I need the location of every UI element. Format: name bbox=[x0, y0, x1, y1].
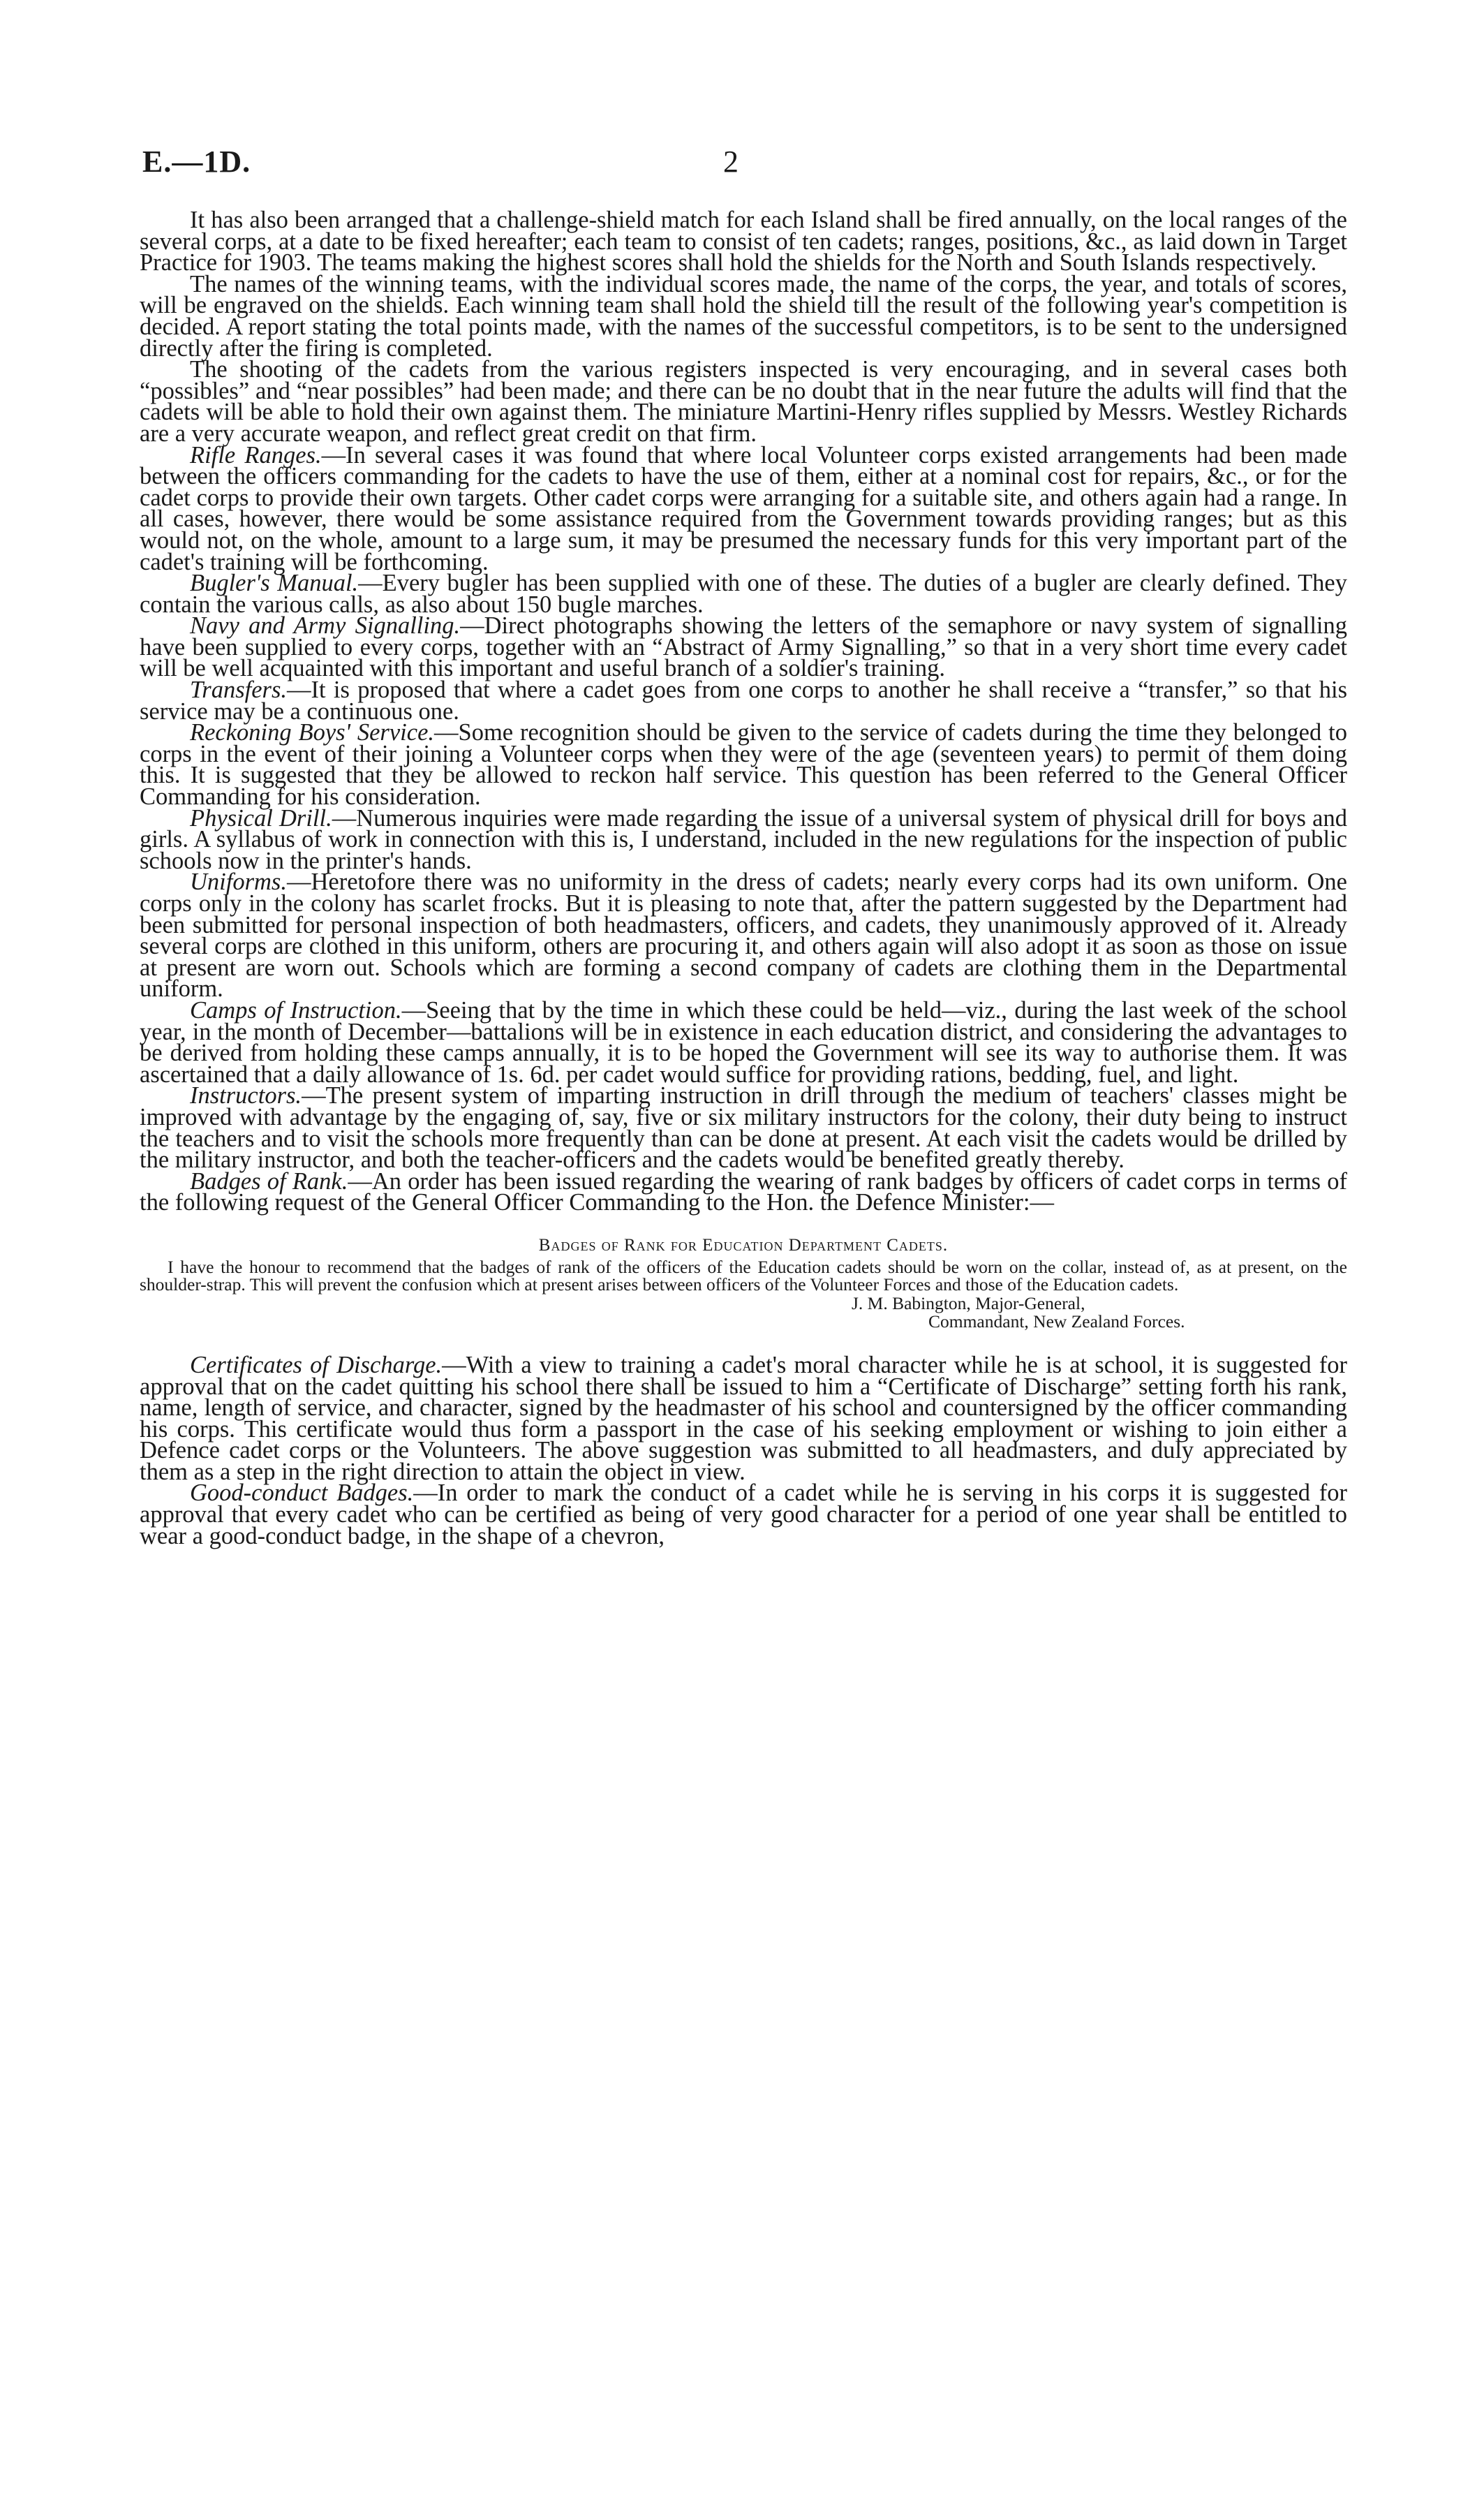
paragraph-heading: Reckoning Boys' Service. bbox=[190, 719, 435, 746]
paragraph-heading: Bugler's Manual. bbox=[190, 570, 359, 597]
page-number: 2 bbox=[723, 145, 739, 179]
paragraph-good-conduct-badges: Good-conduct Badges.—In order to mark the conduct of a cadet while he is serving in his corps it is suggested for approval that every cadet who can be certified as being of very good character for a period of one year shall be entitled to wear a good-conduct badge, in the shape of a chevron, bbox=[140, 1480, 1347, 1549]
paragraph-signalling: Navy and Army Signalling.—Direct photographs showing the letters of the semaphore or navy system of signalling have been supplied to every corps, together with an “Abstract of Army Signalling,” so that in a very short time every cadet will be well acquainted with this important and useful branch of a soldier's training. bbox=[140, 612, 1347, 682]
paragraph-heading: Camps of Instruction. bbox=[190, 996, 402, 1024]
paragraph-heading: Transfers. bbox=[190, 677, 288, 704]
paragraph-uniforms: Uniforms.—Heretofore there was no uniformity in the dress of cadets; nearly every corps had its own uniform. One corps only in the colony has scarlet frocks. But it is pleasing to note that, after the pattern suggested by the Department had been submitted for personal inspection of both headmasters, officers, and cadets, they unanimously approved of it. Already several corps are clothed in this uniform, others are procuring it, and others again will also adopt it as soon as those on issue at present are worn out. Schools which are forming a second company of cadets are clothing them in the Departmental uniform. bbox=[140, 869, 1347, 1003]
paragraph-transfers: Transfers.—It is proposed that where a cadet goes from one corps to another he shall receive a “transfer,” so that his service may be a continuous one. bbox=[140, 677, 1347, 725]
paragraph-heading: Physical Drill. bbox=[190, 804, 332, 832]
paragraph-physical-drill: Physical Drill.—Numerous inquiries were made regarding the issue of a universal system of physical drill for boys and girls. A syllabus of work in connection with this is, I understand, included in the new regulations for the inspection of public schools now in the printer's hands. bbox=[140, 804, 1347, 874]
paragraph-heading: Certificates of Discharge. bbox=[190, 1351, 443, 1378]
page-header bbox=[142, 144, 1344, 186]
paragraph-reckoning-service: Reckoning Boys' Service.—Some recognition should be given to the service of cadets during the time they belonged to corps in the event of their joining a Volunteer corps when they were of the age (seventeen years) to permit of them doing this. It is suggested that they be allowed to reckon half service. This question has been referred to the General Officer Commanding for his consideration. bbox=[140, 719, 1347, 811]
closing-paragraphs bbox=[140, 1351, 1347, 1549]
paragraph-certificates-of-discharge: Certificates of Discharge.—With a view to training a cadet's moral character while he is at school, it is suggested for approval that on the cadet quitting his school there shall be issued to him a “Certificate of Discharge” setting forth his rank, name, length of service, and character, signed by the headmaster of his school and countersigned by the officer commanding his corps. This certificate would thus form a passport in the case of his seeking employment or wishing to join either a Defence cadet corps or the Volunteers. The above suggestion was submitted to all headmasters, and duly appreciated by them as a step in the right direction to attain the object in view. bbox=[140, 1351, 1347, 1485]
paragraph-camps: Camps of Instruction.—Seeing that by the time in which these could be held—viz., during the last week of the school year, in the month of December—battalions will be in existence in each education district, and considering the advantages to be derived from holding these camps annually, it is to be hoped the Government will see its way to authorise them. It was ascertained that a daily allowance of 1s. 6d. per cadet would suffice for providing rations, bedding, fuel, and light. bbox=[140, 996, 1347, 1088]
paragraph: The shooting of the cadets from the various registers inspected is very encouraging, and in several cases both “possibles” and “near possibles” had been made; and there can be no doubt that in the near future the adults will find that the cadets will be able to hold their own against them. The miniature Martini-Henry rifles supplied by Messrs. Westley Richards are a very accurate weapon, and reflect great credit on that firm. bbox=[140, 356, 1347, 447]
paragraph-heading: Badges of Rank. bbox=[190, 1167, 348, 1195]
signature-name: J. M. Babington, Major-General, bbox=[852, 1292, 1085, 1313]
paragraph-heading: Navy and Army Signalling. bbox=[190, 612, 461, 640]
quote-text: I have the honour to recommend that the badges of rank of the officers of the Education cadets should be worn on the collar, instead of, as at present, on the shoulder-strap. This will prevent the confusion which at present arises between officers of the Volunteer Forces and those of the Education cadets. bbox=[140, 1256, 1347, 1295]
paragraph-badges-of-rank: Badges of Rank.—An order has been issued regarding the wearing of rank badges by officers of cadet corps in terms of the following request of the General Officer Commanding to the Hon. the Defence Minister:— bbox=[140, 1167, 1347, 1216]
quote-title: Badges of Rank for Education Department Cadets. bbox=[538, 1235, 949, 1255]
paragraph-heading: Uniforms. bbox=[190, 869, 287, 896]
paragraph-instructors: Instructors.—The present system of imparting instruction in drill through the medium of teachers' classes might be improved with advantage by the engaging of, say, five or six military instructors for the colony, their duty being to instruct the teachers and to visit the schools more frequently than can be done at present. At each visit the cadets would be drilled by the military instructor, and both the teacher-officers and the cadets would be benefited greatly thereby. bbox=[140, 1082, 1347, 1174]
paragraph-buglers-manual: Bugler's Manual.—Every bugler has been supplied with one of these. The duties of a bugler are clearly defined. They contain the various calls, as also about 150 bugle marches. bbox=[140, 570, 1347, 618]
document-reference: E.—1D. bbox=[142, 145, 251, 179]
paragraph: It has also been arranged that a challenge-shield match for each Island shall be fired annually, on the local ranges of the several corps, at a date to be fixed hereafter; each team to consist of ten cadets; ranges, positions, &c., as laid down in Target Practice for 1903. The teams making the highest scores shall hold the shields for the North and South Islands respectively. bbox=[140, 207, 1347, 276]
signature-title: Commandant, New Zealand Forces. bbox=[928, 1311, 1185, 1332]
paragraph: The names of the winning teams, with the individual scores made, the name of the corps, the year, and totals of scores, will be engraved on the shields. Each winning team shall hold the shield till the result of the following year's competition is decided. A report stating the total points made, with the names of the successful competitors, is to be sent to the undersigned directly after the firing is completed. bbox=[140, 270, 1347, 362]
paragraph-heading: Instructors. bbox=[190, 1082, 302, 1109]
paragraph-heading: Rifle Ranges. bbox=[190, 441, 322, 469]
paragraph-heading: Good-conduct Badges. bbox=[190, 1480, 414, 1507]
document-body bbox=[140, 209, 1347, 1547]
signature-block bbox=[140, 1292, 1347, 1332]
quoted-letter bbox=[140, 1236, 1347, 1331]
paragraph-rifle-ranges: Rifle Ranges.—In several cases it was found that where local Volunteer corps existed arrangements had been made between the officers commanding for the cadets to have the use of them, either at a nominal cost for repairs, &c., or for the cadet corps to provide their own targets. Other cadet corps were arranging for a suitable site, and others again had a range. In all cases, however, there would be some assistance required from the Government towards providing ranges; but as this would not, on the whole, amount to a large sum, it may be presumed the necessary funds for this very important part of the cadet's training will be forthcoming. bbox=[140, 441, 1347, 575]
